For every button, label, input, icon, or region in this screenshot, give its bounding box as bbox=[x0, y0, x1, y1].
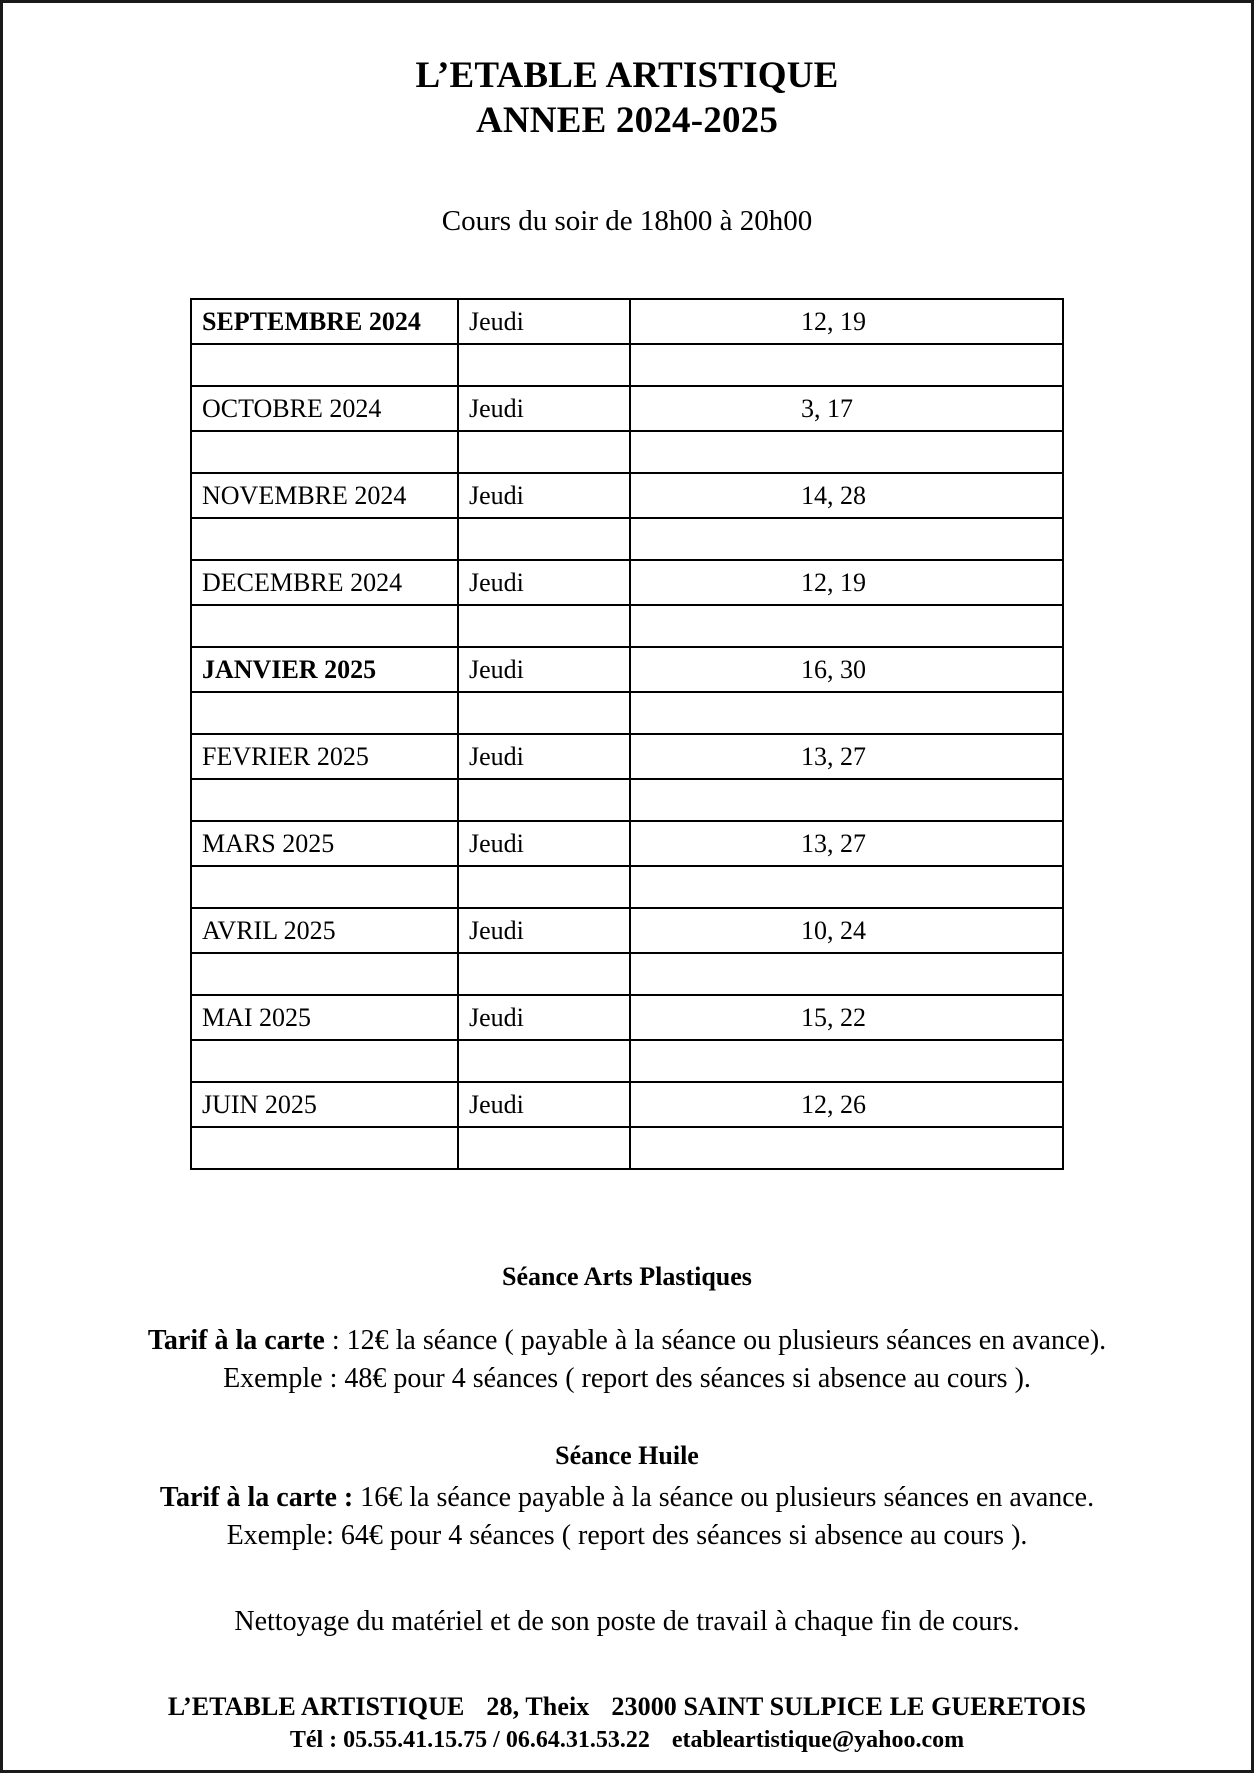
cell-dates bbox=[630, 647, 1063, 692]
cell-dates-value: 14, 28 bbox=[801, 480, 866, 510]
cell-empty bbox=[458, 692, 630, 734]
subtitle-course-hours: Cours du soir de 18h00 à 20h00 bbox=[441, 205, 813, 238]
cell-empty bbox=[191, 866, 458, 908]
cell-empty bbox=[458, 344, 630, 386]
table-row bbox=[191, 821, 1063, 866]
cell-weekday: Jeudi bbox=[458, 386, 630, 431]
cell-empty bbox=[630, 1127, 1063, 1169]
table-row bbox=[191, 299, 1063, 344]
cell-dates-value: 15, 22 bbox=[801, 1002, 866, 1032]
cell-dates bbox=[630, 995, 1063, 1040]
table-row-spacer bbox=[191, 344, 1063, 386]
cell-dates-value: 12, 19 bbox=[801, 306, 866, 336]
tarif-arts-plastiques-detail: : 12€ la séance ( payable à la séance ou plusieurs séances en avance). bbox=[324, 1325, 1107, 1357]
cell-weekday: Jeudi bbox=[458, 908, 630, 953]
cell-month: OCTOBRE 2024 bbox=[191, 386, 458, 431]
cell-weekday: Jeudi bbox=[458, 647, 630, 692]
pricing-section bbox=[3, 1262, 1251, 1554]
cell-weekday: Jeudi bbox=[458, 821, 630, 866]
cell-empty bbox=[630, 518, 1063, 560]
table-row bbox=[191, 473, 1063, 518]
table-row-spacer bbox=[191, 1040, 1063, 1082]
title-line-1: L’ETABLE ARTISTIQUE bbox=[415, 55, 839, 96]
cell-dates-value: 3, 17 bbox=[801, 393, 853, 423]
cell-dates-value: 12, 26 bbox=[801, 1089, 866, 1119]
tarif-huile bbox=[3, 1479, 1251, 1517]
section-gap bbox=[3, 1397, 1251, 1441]
cell-empty bbox=[191, 431, 458, 473]
cell-dates-value: 13, 27 bbox=[801, 828, 866, 858]
cell-empty bbox=[630, 953, 1063, 995]
cell-empty bbox=[458, 866, 630, 908]
table-row-spacer bbox=[191, 605, 1063, 647]
cell-weekday: Jeudi bbox=[458, 473, 630, 518]
cell-dates bbox=[630, 560, 1063, 605]
exemple-arts-plastiques: Exemple : 48€ pour 4 séances ( report des séances si absence au cours ). bbox=[223, 1362, 1031, 1394]
tarif-huile-label: Tarif à la carte : bbox=[159, 1482, 354, 1514]
table-row bbox=[191, 647, 1063, 692]
footer-street: 28, Theix bbox=[486, 1692, 590, 1722]
exemple-huile: Exemple: 64€ pour 4 séances ( report des séances si absence au cours ). bbox=[226, 1519, 1028, 1551]
cell-month: MAI 2025 bbox=[191, 995, 458, 1040]
cell-empty bbox=[458, 779, 630, 821]
cell-empty bbox=[630, 1040, 1063, 1082]
cell-empty bbox=[630, 866, 1063, 908]
cell-month: AVRIL 2025 bbox=[191, 908, 458, 953]
footer-org-name: L’ETABLE ARTISTIQUE bbox=[167, 1692, 465, 1722]
footer-email[interactable]: etableartistique@yahoo.com bbox=[671, 1727, 965, 1754]
cell-empty bbox=[458, 1040, 630, 1082]
cell-weekday: Jeudi bbox=[458, 995, 630, 1040]
table-row-spacer bbox=[191, 953, 1063, 995]
cell-empty bbox=[630, 431, 1063, 473]
cell-empty bbox=[191, 605, 458, 647]
tarif-arts-plastiques bbox=[3, 1322, 1251, 1360]
cell-empty bbox=[630, 605, 1063, 647]
schedule-table-container bbox=[3, 298, 1251, 1170]
tarif-huile-detail: 16€ la séance payable à la séance ou plusieurs séances en avance. bbox=[353, 1482, 1095, 1514]
cell-empty bbox=[191, 1127, 458, 1169]
cell-month: JUIN 2025 bbox=[191, 1082, 458, 1127]
cell-dates bbox=[630, 473, 1063, 518]
tarif-arts-plastiques-label: Tarif à la carte bbox=[147, 1325, 325, 1357]
cell-dates bbox=[630, 1082, 1063, 1127]
footer-contact-line bbox=[3, 1727, 1251, 1754]
cell-empty bbox=[191, 779, 458, 821]
cell-month: JANVIER 2025 bbox=[191, 647, 458, 692]
footer-city: 23000 SAINT SULPICE LE GUERETOIS bbox=[611, 1692, 1087, 1722]
schedule-table bbox=[190, 298, 1064, 1170]
cell-weekday: Jeudi bbox=[458, 1082, 630, 1127]
cell-empty bbox=[191, 518, 458, 560]
page-title bbox=[3, 53, 1251, 143]
table-row-spacer bbox=[191, 866, 1063, 908]
cell-empty bbox=[191, 1040, 458, 1082]
cell-empty bbox=[191, 953, 458, 995]
cell-empty bbox=[630, 344, 1063, 386]
cell-empty bbox=[458, 518, 630, 560]
cell-dates bbox=[630, 299, 1063, 344]
cell-dates-value: 13, 27 bbox=[801, 741, 866, 771]
table-row bbox=[191, 995, 1063, 1040]
cell-month: MARS 2025 bbox=[191, 821, 458, 866]
table-row bbox=[191, 386, 1063, 431]
heading-huile: Séance Huile bbox=[555, 1441, 699, 1471]
cell-empty bbox=[191, 692, 458, 734]
cell-month: DECEMBRE 2024 bbox=[191, 560, 458, 605]
cell-month: FEVRIER 2025 bbox=[191, 734, 458, 779]
cell-weekday: Jeudi bbox=[458, 734, 630, 779]
table-row bbox=[191, 1082, 1063, 1127]
cell-weekday: Jeudi bbox=[458, 299, 630, 344]
table-row bbox=[191, 908, 1063, 953]
title-line-2: ANNEE 2024-2025 bbox=[475, 100, 779, 142]
footer-address-line bbox=[3, 1692, 1251, 1722]
table-row-spacer bbox=[191, 518, 1063, 560]
cell-month: SEPTEMBRE 2024 bbox=[191, 299, 458, 344]
footer-phone: Tél : 05.55.41.15.75 / 06.64.31.53.22 bbox=[289, 1727, 650, 1754]
cell-dates-value: 10, 24 bbox=[801, 915, 866, 945]
cell-weekday: Jeudi bbox=[458, 560, 630, 605]
cell-dates bbox=[630, 821, 1063, 866]
cell-dates-value: 16, 30 bbox=[801, 654, 866, 684]
cell-empty bbox=[630, 692, 1063, 734]
table-row bbox=[191, 734, 1063, 779]
cell-empty bbox=[458, 431, 630, 473]
footer-contact bbox=[3, 1692, 1251, 1754]
cell-empty bbox=[458, 1127, 630, 1169]
cell-dates-value: 12, 19 bbox=[801, 567, 866, 597]
schedule-table-body bbox=[191, 299, 1063, 1169]
heading-arts-plastiques: Séance Arts Plastiques bbox=[502, 1262, 752, 1292]
table-row-spacer bbox=[191, 431, 1063, 473]
table-row-spacer bbox=[191, 779, 1063, 821]
table-row-spacer bbox=[191, 692, 1063, 734]
table-row bbox=[191, 560, 1063, 605]
cell-empty bbox=[458, 605, 630, 647]
cell-dates bbox=[630, 908, 1063, 953]
cell-month: NOVEMBRE 2024 bbox=[191, 473, 458, 518]
cleaning-note: Nettoyage du matériel et de son poste de travail à chaque fin de cours. bbox=[234, 1606, 1020, 1638]
cell-dates bbox=[630, 386, 1063, 431]
cell-empty bbox=[191, 344, 458, 386]
cell-empty bbox=[458, 953, 630, 995]
cell-dates bbox=[630, 734, 1063, 779]
cell-empty bbox=[630, 779, 1063, 821]
table-row-spacer bbox=[191, 1127, 1063, 1169]
